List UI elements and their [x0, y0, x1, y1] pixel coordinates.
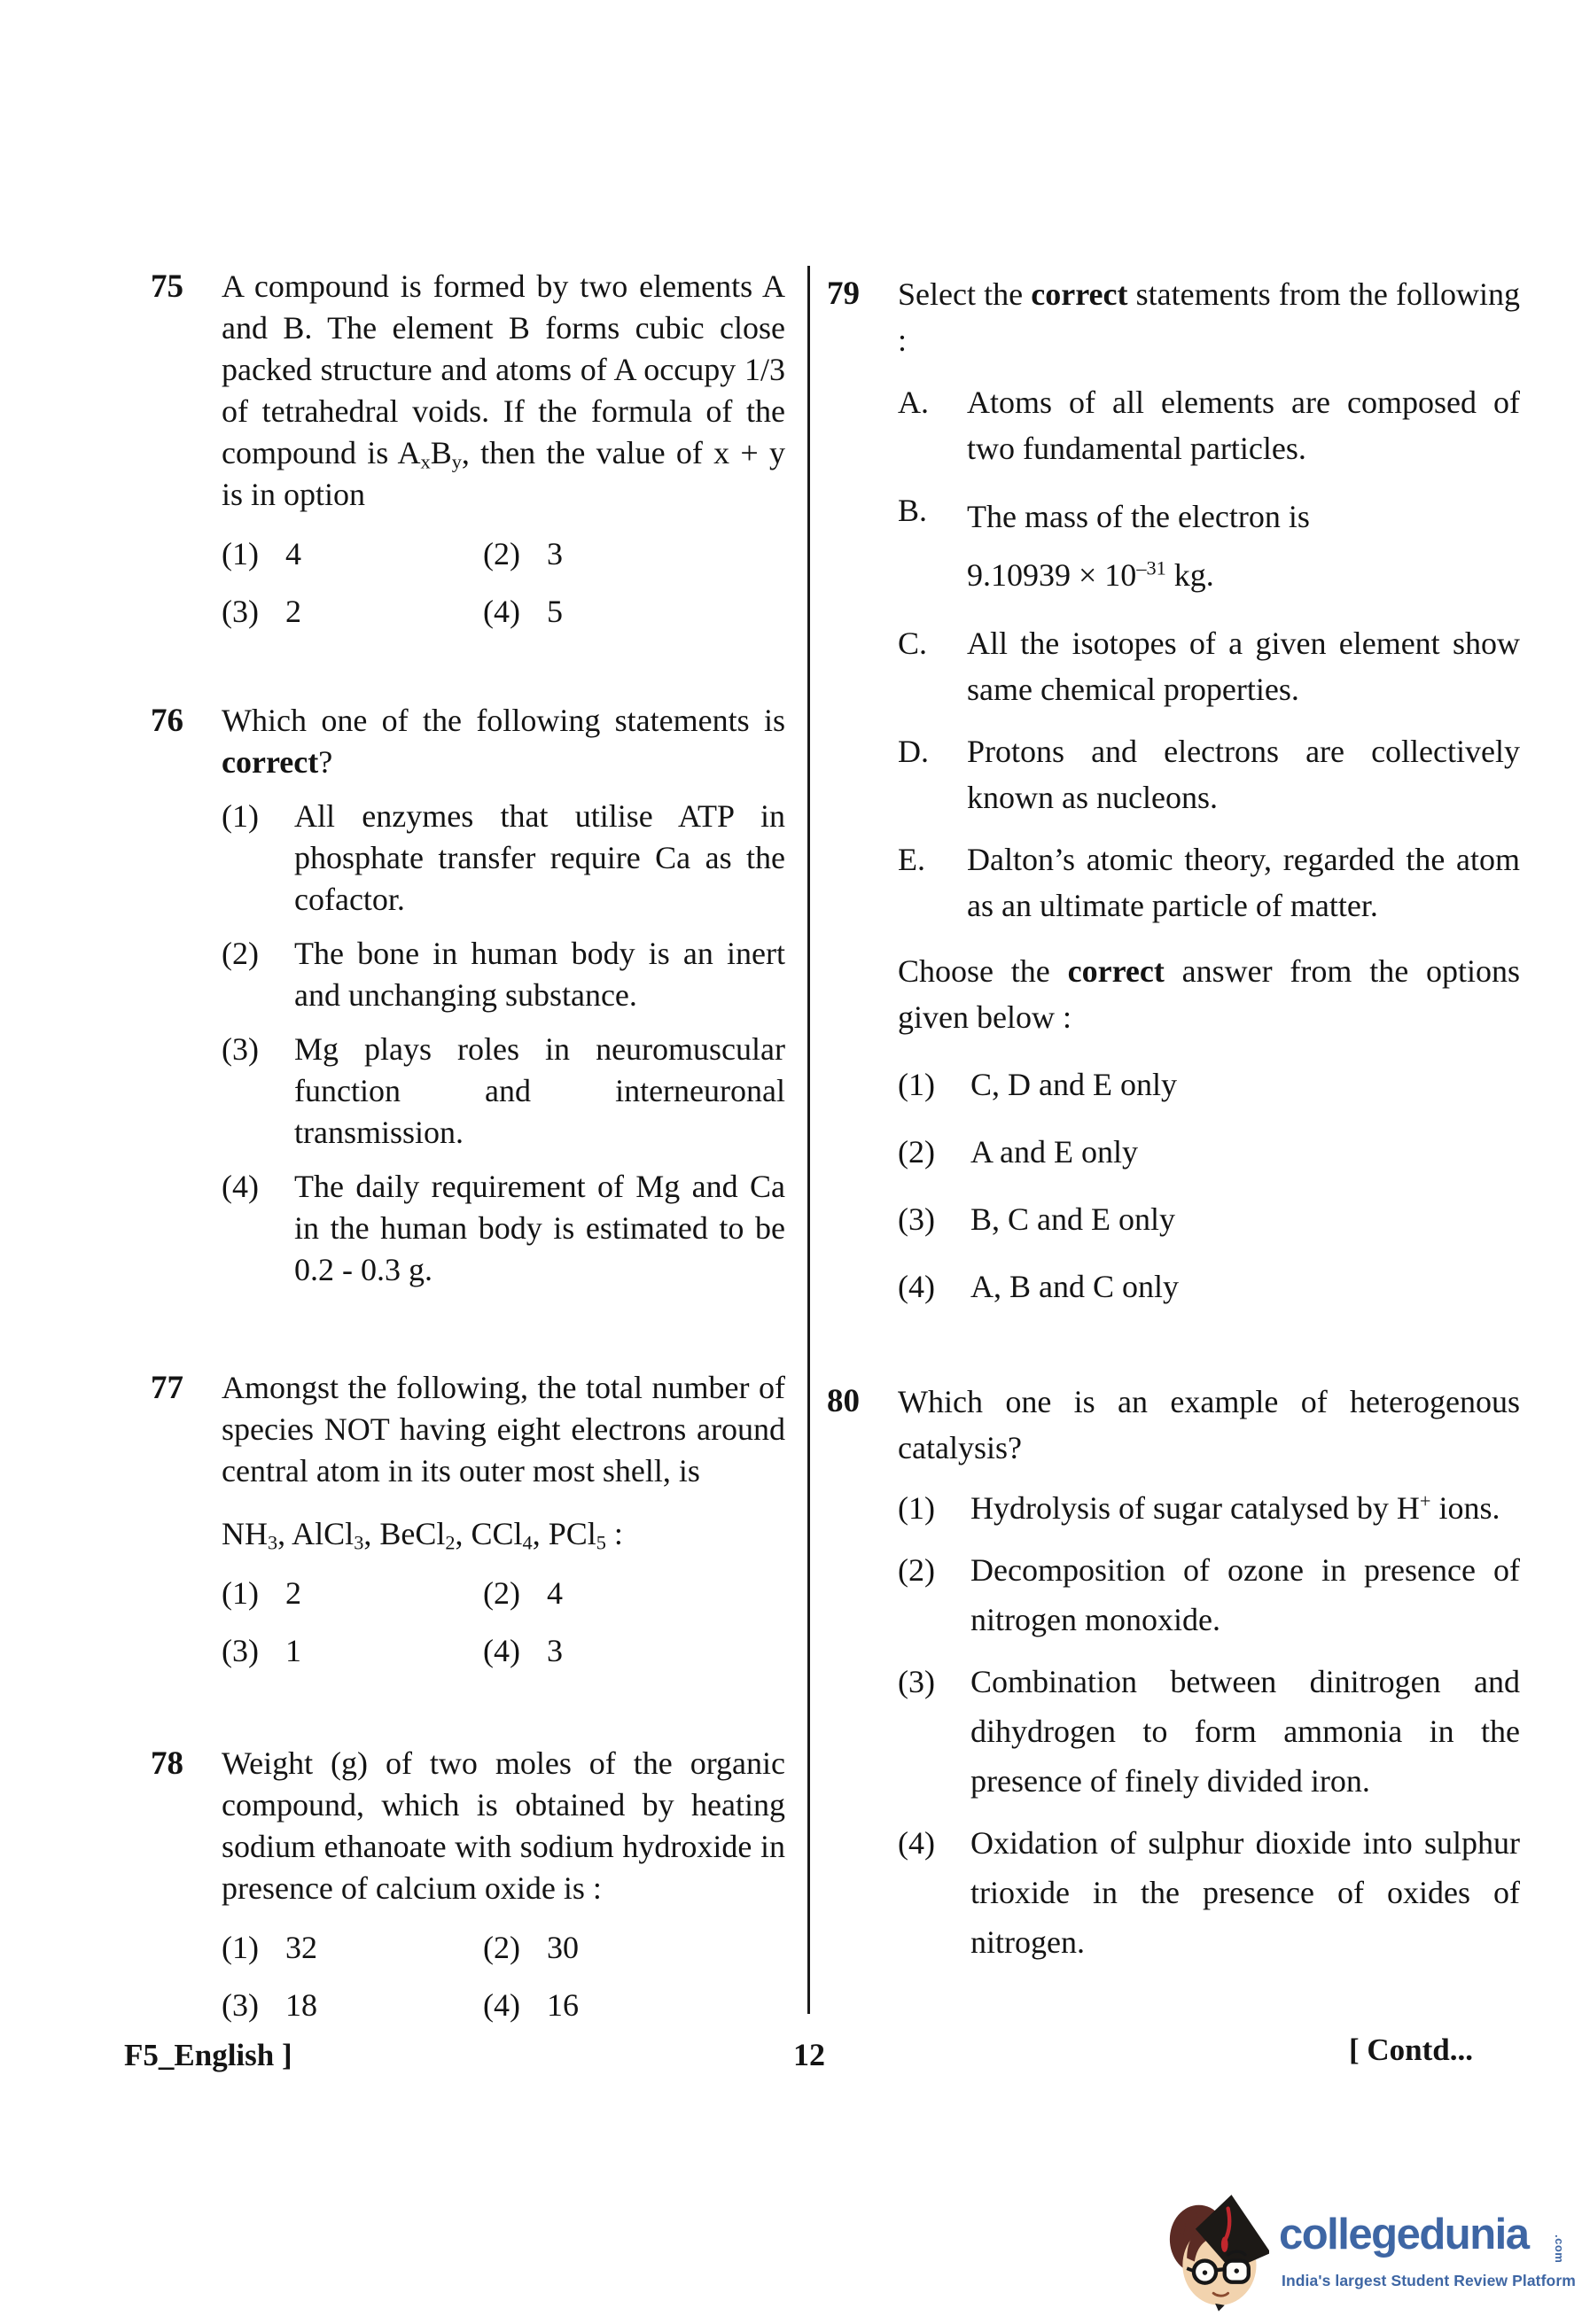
question-number: 79 — [827, 276, 860, 312]
question-text: Amongst the following, the total number of species NOT having eight electrons around central atom in its outer most shell, is — [222, 1370, 785, 1488]
question-number: 75 — [151, 268, 183, 305]
statement-row — [898, 379, 1520, 471]
question-75 — [151, 266, 785, 633]
option-text: Decomposition of ozone in presence of nitrogen monoxide. — [970, 1552, 1520, 1637]
statement-label: C. — [898, 626, 928, 661]
option-label: (1) — [222, 536, 259, 571]
option-label: (4) — [483, 594, 520, 629]
question-body — [222, 1367, 785, 1672]
option-label: (1) — [222, 1575, 259, 1611]
statement-text: The mass of the electron is $9.10939 \times 10^{-31}$ kg. — [967, 499, 1310, 593]
question-text: Which one of the following statements is correct? — [222, 703, 785, 780]
option-row — [898, 1818, 1520, 1967]
question-text: Select the correct statements from the following : — [898, 276, 1520, 358]
statement-label: D. — [898, 734, 929, 769]
statement-text: Dalton’s atomic theory, regarded the atom as an ultimate particle of matter. — [967, 842, 1520, 923]
options-list — [898, 1061, 1520, 1310]
question-number: 77 — [151, 1370, 183, 1406]
option-row — [483, 1927, 785, 1969]
question-body — [898, 271, 1520, 1310]
question-number: 76 — [151, 703, 183, 739]
question-body — [898, 1379, 1520, 1967]
option-row — [222, 1985, 483, 2026]
question-text: A compound is formed by two elements A and B. The element B forms cubic close packed structure and atoms of A occupy 1/3 of tetrahedral voids. If the formula of the compound is $A_xB_y$, then the value of x + y is in option — [222, 268, 785, 512]
option-text: The daily requirement of Mg and Ca in the human body is estimated to be 0.2 - 0.3 g. — [294, 1169, 785, 1287]
chemical-formula-line: $NH_3$, AlCl$_3$, BeCl$_2$, CCl$_4$, PCl$_5$ : — [222, 1516, 623, 1554]
option-row — [898, 1129, 1520, 1175]
option-label: (1) — [898, 1067, 935, 1102]
statement-row — [898, 487, 1520, 604]
option-row — [222, 933, 785, 1016]
question-76 — [151, 700, 785, 1291]
option-value: 2 — [285, 1575, 301, 1611]
options-grid — [222, 1927, 785, 2026]
option-value: 3 — [547, 536, 563, 571]
question-number: 78 — [151, 1745, 183, 1782]
option-label: (4) — [483, 1633, 520, 1668]
option-text: Oxidation of sulphur dioxide into sulphur trioxide in the presence of oxides of nitrogen. — [970, 1825, 1520, 1960]
option-value: 18 — [285, 1987, 317, 2023]
option-label: (3) — [898, 1201, 935, 1237]
option-text: Hydrolysis of sugar catalysed by H+ ions. — [970, 1489, 1500, 1526]
options-list — [898, 1483, 1520, 1967]
option-label: (2) — [483, 536, 520, 571]
collegedunia-brand-text: collegedunia — [1279, 2211, 1529, 2258]
option-label: (3) — [222, 1031, 259, 1067]
footer-paper-code: F5_English ] — [124, 2038, 292, 2072]
question-text: Which one is an example of heterogenous catalysis? — [898, 1384, 1520, 1465]
question-body — [222, 700, 785, 1291]
option-row — [222, 1573, 483, 1614]
collegedunia-logo — [1166, 2178, 1582, 2324]
option-value: 30 — [547, 1930, 579, 1965]
statement-row — [898, 836, 1520, 929]
option-label: (1) — [898, 1490, 935, 1526]
option-label: (1) — [222, 798, 259, 834]
option-label: (3) — [222, 1633, 259, 1668]
option-row — [483, 591, 785, 633]
question-text: Weight (g) of two moles of the organic compound, which is obtained by heating sodium ethanoate with sodium hydroxide in presence of calcium oxide is : — [222, 1745, 785, 1906]
option-text: Combination between dinitrogen and dihydrogen to form ammonia in the presence of finely divided iron. — [970, 1664, 1520, 1799]
option-row — [222, 533, 483, 575]
question-77 — [151, 1367, 785, 1672]
option-row — [898, 1657, 1520, 1806]
option-label: (4) — [483, 1987, 520, 2023]
question-80 — [827, 1379, 1520, 1967]
option-row — [898, 1196, 1520, 1242]
option-label: (4) — [222, 1169, 259, 1204]
question-body — [222, 266, 785, 633]
option-row — [898, 1545, 1520, 1644]
option-label: (4) — [898, 1825, 935, 1861]
question-78 — [151, 1743, 785, 2026]
left-column — [151, 266, 785, 2026]
options-grid — [222, 533, 785, 633]
option-label: (2) — [898, 1552, 935, 1588]
column-divider-rule — [807, 266, 810, 2014]
option-row — [898, 1061, 1520, 1108]
option-text: Mg plays roles in neuromuscular function and interneuronal transmission. — [294, 1031, 785, 1150]
option-value: 16 — [547, 1987, 579, 2023]
right-column — [827, 271, 1520, 1967]
option-row — [222, 1927, 483, 1969]
statement-row — [898, 728, 1520, 820]
option-label: (2) — [483, 1930, 520, 1965]
option-row — [222, 1029, 785, 1154]
option-value: 4 — [285, 536, 301, 571]
statement-label: A. — [898, 385, 929, 420]
options-grid — [222, 1573, 785, 1672]
option-row — [222, 796, 785, 921]
question-79 — [827, 271, 1520, 1310]
option-row — [222, 591, 483, 633]
option-text: All enzymes that utilise ATP in phosphate transfer require Ca as the cofactor. — [294, 798, 785, 917]
option-label: (4) — [898, 1269, 935, 1304]
statement-text: All the isotopes of a given element show same chemical properties. — [967, 626, 1520, 707]
option-label: (3) — [222, 594, 259, 629]
question-number: 80 — [827, 1383, 860, 1419]
option-text: B, C and E only — [970, 1201, 1175, 1237]
option-row — [483, 1985, 785, 2026]
option-row — [483, 1573, 785, 1614]
option-text: A, B and C only — [970, 1269, 1180, 1304]
page-number: 12 — [793, 2037, 825, 2072]
option-value: 32 — [285, 1930, 317, 1965]
option-value: 2 — [285, 594, 301, 629]
option-label: (3) — [222, 1987, 259, 2023]
option-label: (2) — [483, 1575, 520, 1611]
option-text: C, D and E only — [970, 1067, 1177, 1102]
option-value: 1 — [285, 1633, 301, 1668]
statement-label: E. — [898, 842, 925, 877]
option-value: 4 — [547, 1575, 563, 1611]
option-row — [222, 1166, 785, 1291]
statement-text: Protons and electrons are collectively known as nucleons. — [967, 734, 1520, 815]
option-text: A and E only — [970, 1134, 1138, 1170]
option-row — [898, 1263, 1520, 1310]
option-label: (1) — [222, 1930, 259, 1965]
statement-row — [898, 620, 1520, 712]
collegedunia-mascot-icon — [1166, 2180, 1269, 2318]
options-list — [222, 796, 785, 1291]
option-label: (2) — [222, 936, 259, 971]
statement-label: B. — [898, 493, 928, 528]
option-row — [898, 1483, 1520, 1533]
option-row — [483, 533, 785, 575]
option-row — [483, 1630, 785, 1672]
option-value: 5 — [547, 594, 563, 629]
option-text: The bone in human body is an inert and unchanging substance. — [294, 936, 785, 1013]
statement-text: Atoms of all elements are composed of two fundamental particles. — [967, 385, 1520, 466]
option-label: (2) — [898, 1134, 935, 1170]
choose-answer-text: Choose the correct answer from the options given below : — [898, 953, 1520, 1035]
collegedunia-tld-text: .com — [1553, 2235, 1566, 2264]
footer-contd: [ Contd... — [1348, 2033, 1473, 2067]
option-row — [222, 1630, 483, 1672]
option-value: 3 — [547, 1633, 563, 1668]
option-label: (3) — [898, 1664, 935, 1699]
collegedunia-tagline: India's largest Student Review Platform — [1282, 2272, 1576, 2289]
question-body — [222, 1743, 785, 2026]
